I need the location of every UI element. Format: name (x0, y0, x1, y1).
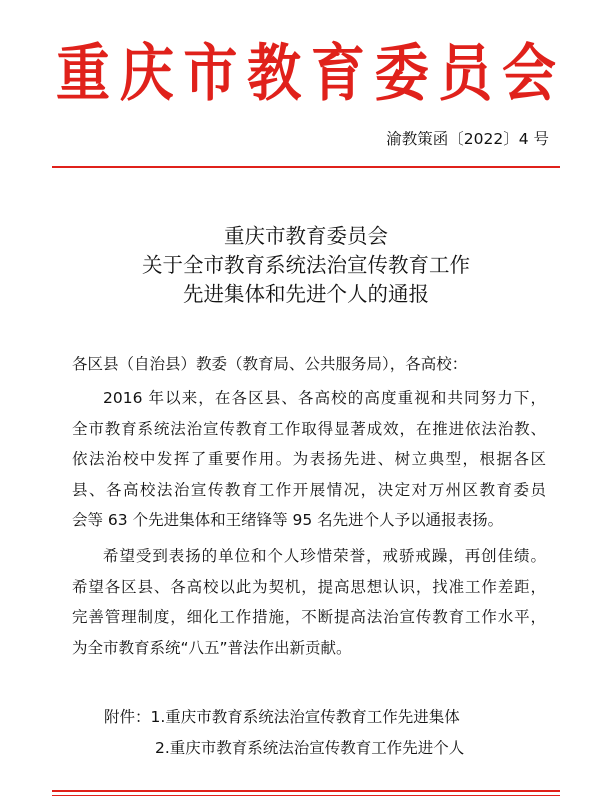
attachment-item-1: 1.重庆市教育系统法治宣传教育工作先进集体 (150, 708, 460, 726)
paragraph-line: 完善管理制度，细化工作措施，不断提高法治宣传教育工作水平， (72, 608, 546, 626)
red-divider-bottom (52, 790, 560, 792)
body-paragraph-2 (72, 541, 546, 663)
paragraph-line: 全市教育系统法治宣传教育工作取得显著成效，在推进依法治教、 (72, 419, 546, 438)
paragraph-line: 依法治校中发挥了重要作用。为表扬先进、树立典型，根据各区 (72, 450, 546, 468)
attachment-item-2: 2.重庆市教育系统法治宣传教育工作先进个人 (155, 739, 465, 757)
notice-title-line-3: 先进集体和先进个人的通报 (183, 282, 429, 306)
paragraph-line: 希望各区县、各高校以此为契机，提高思想认识，找准工作差距， (72, 577, 546, 596)
red-divider-bottom-thin (52, 795, 560, 796)
attachments-list (104, 702, 464, 764)
paragraph-line: 县、各高校法治宣传教育工作开展情况，决定对万州区教育委员 (72, 480, 546, 499)
salutation: 各区县（自治县）教委（教育局、公共服务局），各高校： (72, 355, 468, 373)
notice-title-line-2: 关于全市教育系统法治宣传教育工作 (142, 253, 470, 277)
attachments-label: 附件： (104, 708, 151, 726)
paragraph-line: 为全市教育系统“八五”普法作出新贡献。 (72, 638, 352, 657)
notice-title (0, 222, 612, 309)
paragraph-line: 2016 年以来，在各区县、各高校的高度重视和共同努力下， (103, 389, 546, 407)
paragraph-line: 会等 63 个先进集体和王绪锋等 95 名先进个人予以通报表扬。 (72, 511, 504, 529)
paragraph-line: 希望受到表扬的单位和个人珍惜荣誉，戒骄戒躁，再创佳绩。 (103, 547, 546, 565)
masthead-title: 重庆市教育委员会 (56, 36, 556, 110)
body-paragraph-1 (72, 383, 546, 536)
red-divider-top (52, 166, 560, 168)
document-number: 渝教策函〔2022〕4 号 (386, 130, 549, 148)
notice-title-line-1: 重庆市教育委员会 (224, 224, 388, 248)
